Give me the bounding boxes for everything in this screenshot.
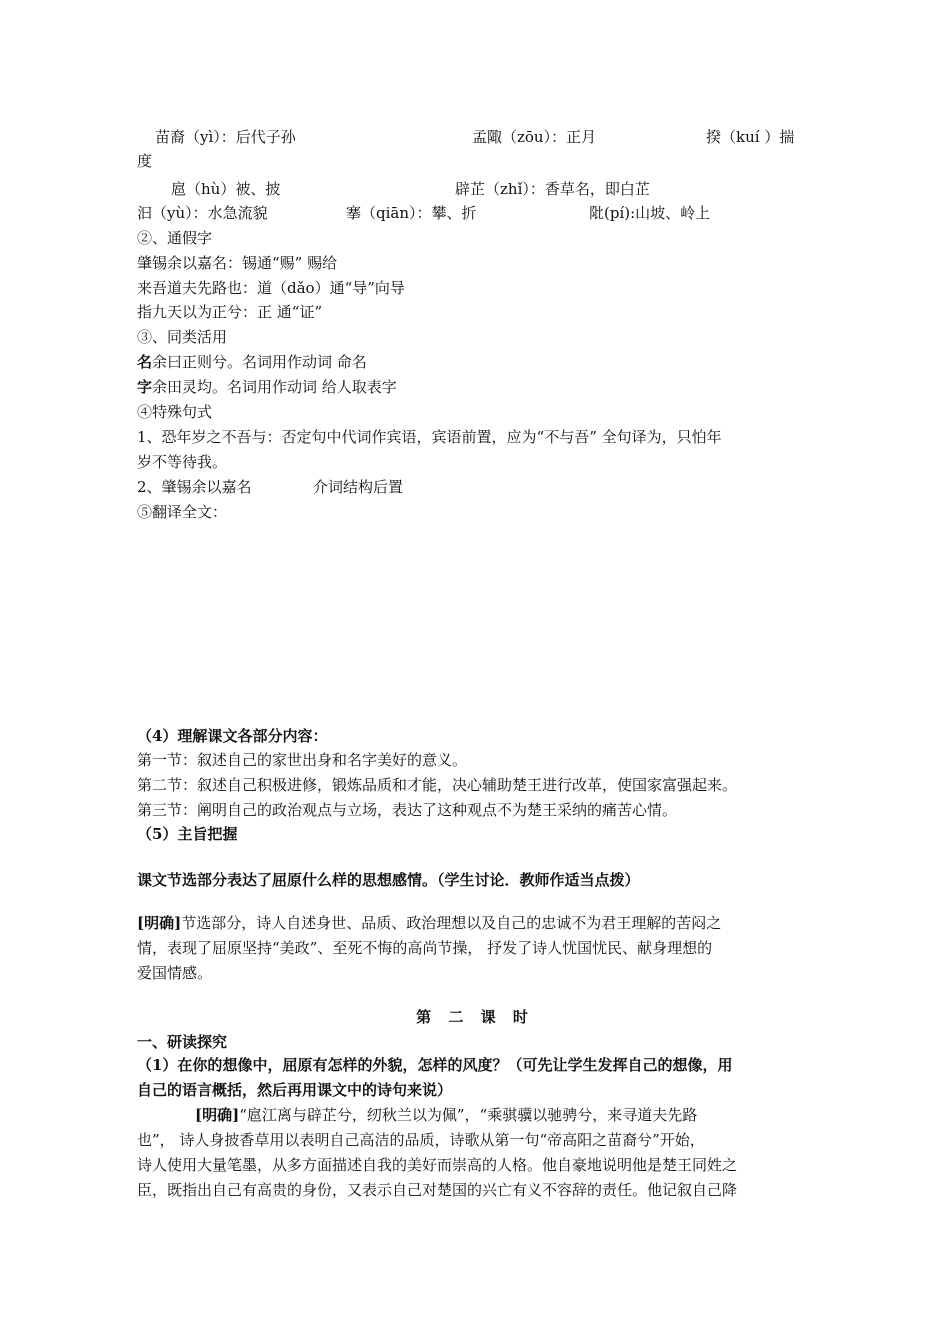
section5-answer-line3: 爱国情感。: [137, 964, 213, 982]
fanyi-heading: ⑤翻译全文：: [137, 503, 228, 521]
lesson2-answer-line1: [明确]“扈江离与辟芷兮，纫秋兰以为佩”，“乘骐骥以驰骋兮，来寻道夫先路: [195, 1106, 698, 1124]
vocab-mengzou: 孟陬（zōu）：正月: [472, 128, 597, 146]
jushi-item-2-a: 2、肇锡余以嘉名: [137, 478, 252, 496]
huoyong-item-2: 字余田灵均。名词用作动词 给人取表字: [137, 378, 397, 396]
vocab-kui-cont: 度: [137, 152, 153, 170]
jushi-heading: ④特殊句式: [137, 403, 213, 421]
vocab-pi: 阰(pí):山坡、岭上: [589, 204, 711, 222]
jushi-item-2-b: 介词结构后置: [313, 478, 404, 496]
tongjia-item-1: 肇锡余以嘉名：锡通“赐” 赐给: [137, 254, 338, 272]
vocab-pizhi: 辟芷（zhǐ）：香草名，即白芷: [455, 180, 650, 198]
huoyong-heading: ③、同类活用: [137, 328, 228, 346]
jushi-item-1-line2: 岁不等待我。: [137, 453, 228, 471]
section4-p3: 第三节：阐明自己的政治观点与立场，表达了这种观点不为楚王采纳的痛苦心情。: [137, 801, 678, 819]
lesson2-q1-line1: （1）在你的想像中，屈原有怎样的外貌，怎样的风度？（可先让学生发挥自己的想像，用: [137, 1056, 733, 1074]
lesson2-answer-line4: 臣，既指出自己有高贵的身份，又表示自己对楚国的兴亡有义不容辞的责任。他记叙自己降: [137, 1181, 738, 1199]
section4-heading: （4）理解课文各部分内容：: [137, 727, 328, 745]
vocab-miaoyi: 苗裔（yì）：后代子孙: [155, 128, 296, 146]
lesson2-heading-1: 一、研读探究: [137, 1033, 228, 1051]
section4-p1: 第一节：叙述自己的家世出身和名字美好的意义。: [137, 751, 468, 769]
section5-heading: （5）主旨把握: [137, 825, 238, 843]
section5-answer-line2: 情，表现了屈原坚持“美政”、至死不悔的高尚节操， 抒发了诗人忧国忧民、献身理想的: [137, 939, 713, 957]
vocab-yu: 汩（yù）：水急流貌: [137, 204, 268, 222]
section5-answer-line1: [明确]节选部分，诗人自述身世、品质、政治理想以及自己的忠诚不为君王理解的苦闷之: [137, 914, 722, 932]
tongjia-heading: ②、通假字: [137, 229, 213, 247]
jushi-item-1-line1: 1、恐年岁之不吾与：否定句中代词作宾语，宾语前置，应为“不与吾” 全句译为，只怕年: [137, 428, 722, 446]
vocab-hu: 扈（hù）被、披: [171, 180, 281, 198]
huoyong-item-1: 名余曰正则兮。名词用作动词 命名: [137, 353, 367, 371]
section4-p2: 第二节：叙述自己积极进修，锻炼品质和才能，决心辅助楚王进行改革，使国家富强起来。: [137, 776, 738, 794]
vocab-kui: 揆（kuí ）揣: [706, 128, 795, 146]
lesson2-answer-line3: 诗人使用大量笔墨，从多方面描述自我的美好而崇高的人格。他自豪地说明他是楚王同姓之: [137, 1156, 738, 1174]
tongjia-item-3: 指九天以为正兮：正 通“证”: [137, 303, 323, 321]
section5-question: 课文节选部分表达了屈原什么样的思想感情。（学生讨论．教师作适当点拨）: [137, 871, 640, 889]
lesson2-title: 第 二 课 时: [416, 1008, 534, 1026]
vocab-qian: 搴（qiān）：攀、折: [346, 204, 477, 222]
lesson2-q1-line2: 自己的语言概括，然后再用课文中的诗句来说）: [137, 1081, 453, 1099]
tongjia-item-2: 来吾道夫先路也：道（dǎo）通“导”向导: [137, 279, 405, 297]
lesson2-answer-line2: 也”， 诗人身披香草用以表明自己高洁的品质，诗歌从第一句“帝高阳之苗裔兮”开始，: [137, 1131, 705, 1149]
